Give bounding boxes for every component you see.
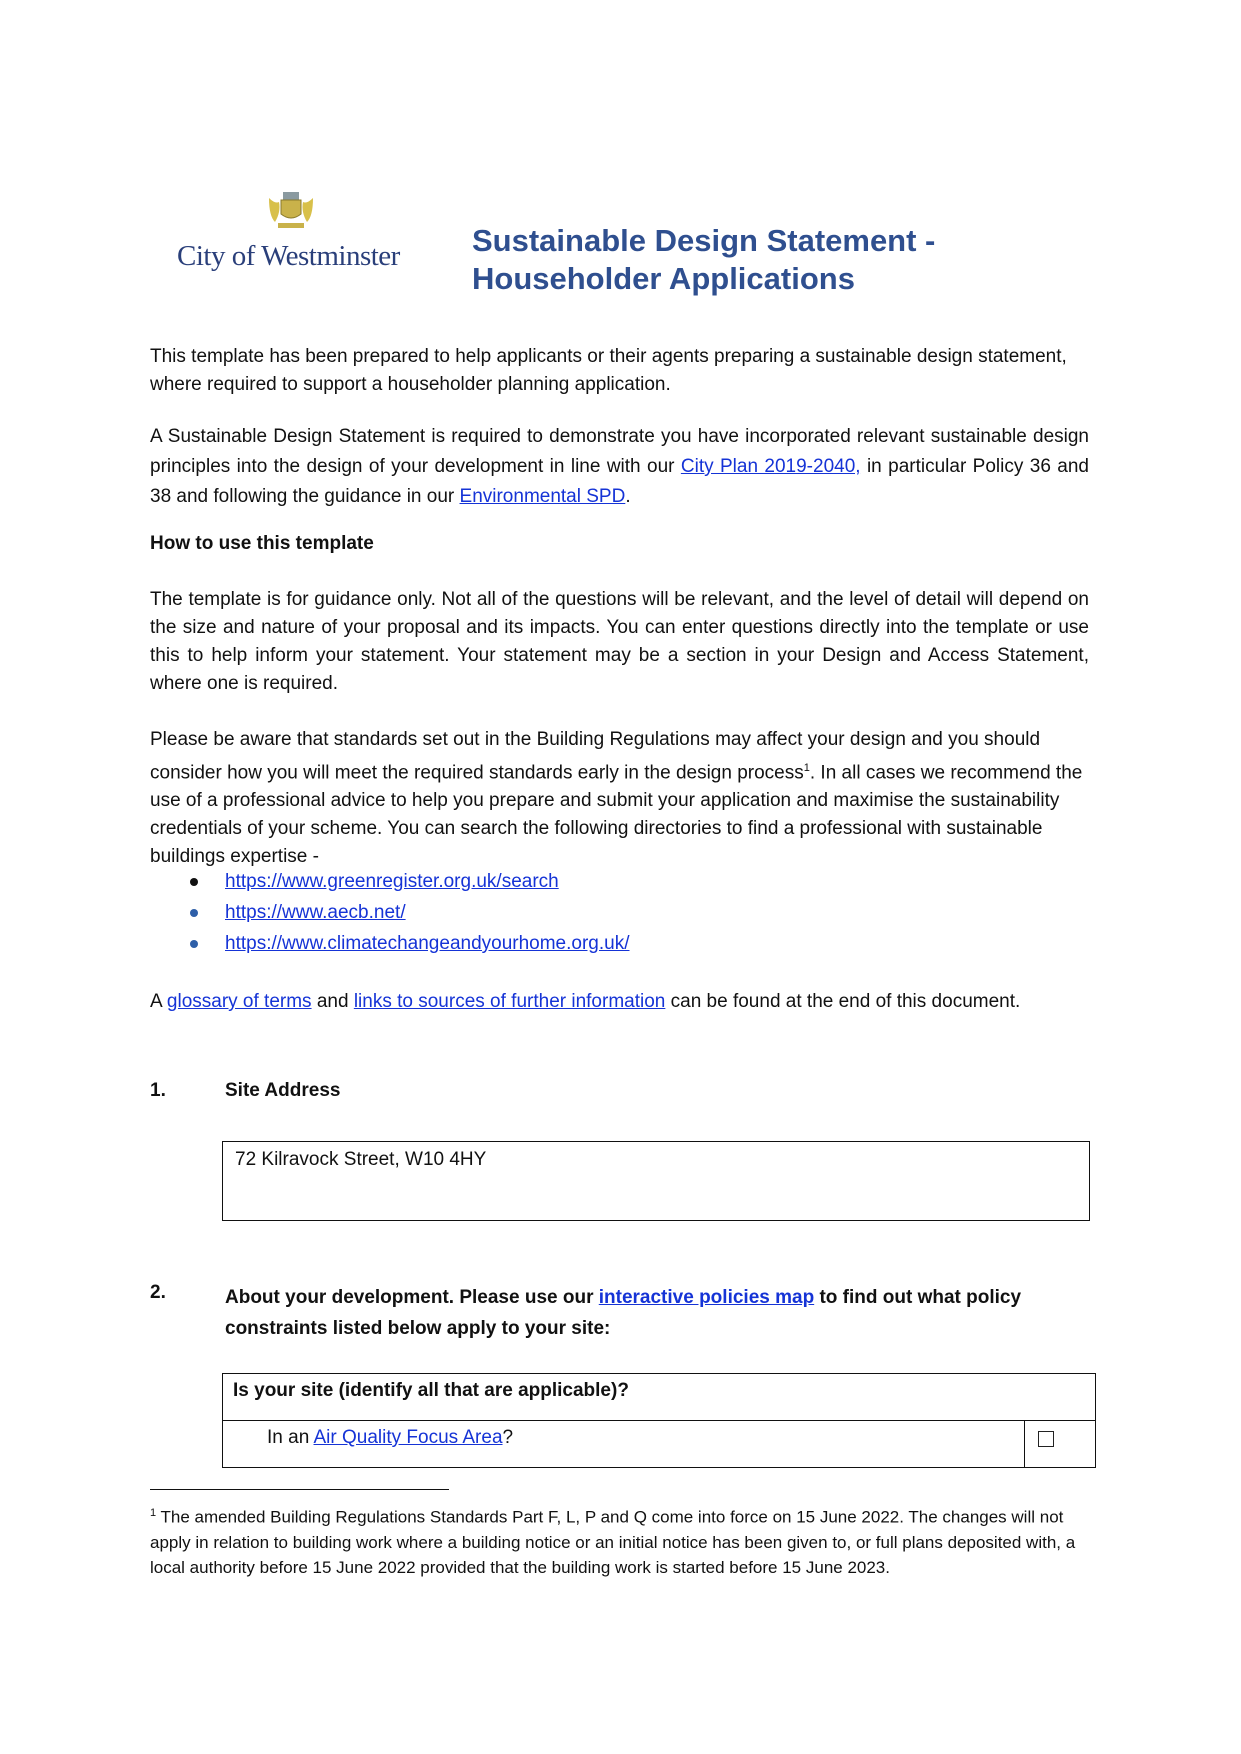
text: ? [502, 1427, 514, 1448]
text: About your development. Please use our [225, 1287, 599, 1308]
title-line-1: Sustainable Design Statement - [472, 223, 936, 258]
section-2-number: 2. [150, 1282, 166, 1303]
text: and [311, 991, 354, 1012]
policies-map-link[interactable]: interactive policies map [598, 1287, 815, 1308]
air-quality-link[interactable]: Air Quality Focus Area [313, 1427, 503, 1448]
section-1-number: 1. [150, 1080, 166, 1101]
list-item [150, 928, 630, 959]
checkbox-cell [1025, 1421, 1096, 1468]
bullet-icon [190, 878, 198, 886]
list-item [150, 866, 630, 897]
site-address-field[interactable] [222, 1141, 1090, 1221]
text: A [150, 991, 167, 1012]
text: A Sustainable Design Statement is required to demonstrate you have incorporated relevant sustainable design principles into the design of your development in line with our [150, 426, 1089, 477]
site-address-value[interactable]: 72 Kilravock Street, W10 4HY [235, 1149, 487, 1170]
glossary-link[interactable]: glossary of terms [166, 991, 312, 1012]
footnote-number: 1 [150, 1507, 157, 1519]
further-info-link[interactable]: links to sources of further information [353, 991, 666, 1012]
text: in particular Policy 36 and 38 and following the guidance in our [150, 456, 1089, 507]
aecb-link[interactable]: https://www.aecb.net/ [225, 902, 406, 923]
air-quality-checkbox[interactable] [1038, 1431, 1054, 1447]
page-title [472, 222, 935, 298]
title-line-2: Householder Applications [472, 261, 855, 296]
city-plan-link[interactable]: City Plan 2019-2040, [680, 456, 861, 477]
text: to find out what policy constraints listed below apply to your site: [225, 1287, 1022, 1339]
text: Please be aware that standards set out in the Building Regulations may affect your design and you should consider how you will meet the required standards early in the design process [150, 729, 1041, 784]
list-item [150, 897, 630, 928]
section-2-title [225, 1282, 1085, 1344]
glossary-paragraph [150, 987, 1089, 1017]
footnote [150, 1501, 1089, 1580]
text: can be found at the end of this document. [665, 991, 1021, 1012]
text: . In all cases we recommend the use of a professional advice to help you prepare and submit your application and maximise the sustainability credentials of your scheme. You can search the following directories to find a professional with sustainable buildings expertise - [150, 762, 1083, 868]
bullet-icon [190, 940, 198, 948]
footnote-ref[interactable]: 1 [803, 762, 810, 774]
footnote-divider [150, 1489, 449, 1490]
building-regs-paragraph [150, 726, 1089, 871]
table-header: Is your site (identify all that are applicable)? [223, 1374, 1096, 1421]
site-constraints-table [222, 1373, 1096, 1468]
directory-links-list [150, 866, 630, 959]
text: . [625, 486, 631, 507]
environmental-spd-link[interactable]: Environmental SPD [459, 486, 626, 507]
policy-paragraph [150, 422, 1089, 512]
table-header-row [223, 1374, 1096, 1421]
section-1-title: Site Address [225, 1080, 341, 1101]
climatechange-link[interactable]: https://www.climatechangeandyourhome.org.uk/ [225, 933, 630, 954]
bullet-icon [190, 909, 198, 917]
logo-text: City of Westminster [177, 240, 400, 272]
table-row [223, 1421, 1096, 1468]
footnote-text: The amended Building Regulations Standards Part F, L, P and Q come into force on 15 June 2022. The changes will not apply in relation to building work where a building notice or an initial notice has been given to, or full plans deposited with, a local authority before 15 June 2022 provided that the building work is started before 15 June 2023. [150, 1507, 1076, 1577]
greenregister-link[interactable]: https://www.greenregister.org.uk/search [225, 871, 559, 892]
intro-paragraph: This template has been prepared to help applicants or their agents preparing a sustainable design statement, where required to support a householder planning application. [150, 346, 1067, 395]
text: In an [267, 1427, 314, 1448]
guidance-paragraph: The template is for guidance only. Not all of the questions will be relevant, and the level of detail will depend on the size and nature of your proposal and its impacts. You can enter questions directly into the template or use this to help inform your statement. Your statement may be a section in your Design and Access Statement, where one is required. [150, 589, 1089, 694]
how-to-heading: How to use this template [150, 533, 374, 554]
westminster-crest-icon [266, 190, 316, 230]
constraint-label [223, 1421, 1025, 1468]
